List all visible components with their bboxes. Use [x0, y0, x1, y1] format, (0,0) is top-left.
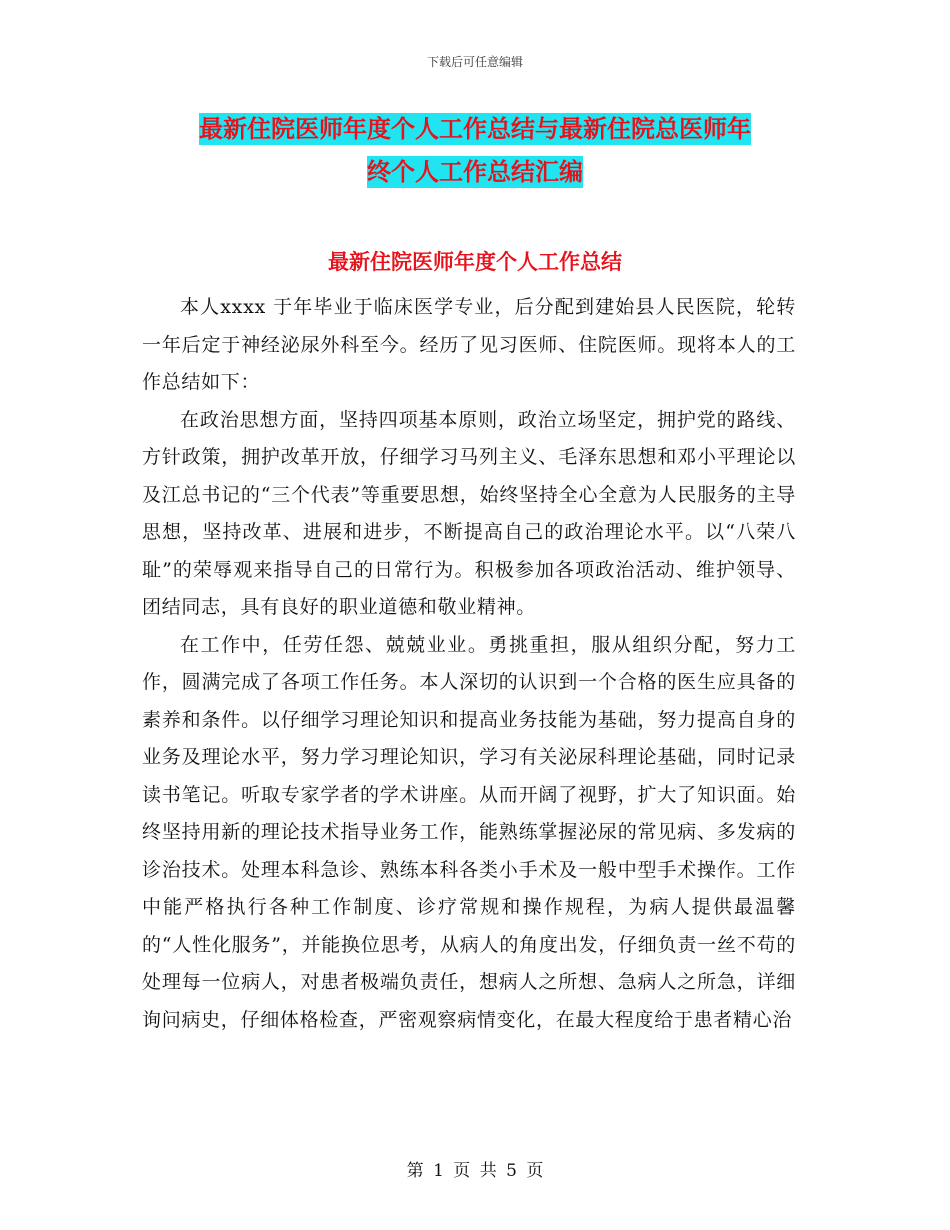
- paragraph-work: 在工作中，任劳任怨、兢兢业业。勇挑重担，服从组织分配，努力工作，圆满完成了各项工作任务。本人深切的认识到一个合格的医生应具备的素养和条件。以仔细学习理论知识和提高业务技能为基础，努力提高自身的业务及理论水平，努力学习理论知识，学习有关泌尿科理论基础，同时记录读书笔记。听取专家学者的学术讲座。从而开阔了视野，扩大了知识面。始终坚持用新的理论技术指导业务工作，能熟练掌握泌尿的常见病、多发病的诊治技术。处理本科急诊、熟练本科各类小手术及一般中型手术操作。工作中能严格执行各种工作制度、诊疗常规和操作规程，为病人提供最温馨的“人性化服务”，并能换位思考，从病人的角度出发，仔细负责一丝不苟的处理每一位病人，对患者极端负责任，想病人之所想、急病人之所急，详细询问病史，仔细体格检查，严密观察病情变化，在最大程度给于患者精心治: [142, 633, 796, 1031]
- document-title-line2: 终个人工作总结汇编: [367, 158, 583, 186]
- page-header-note: 下载后可任意编辑: [426, 55, 523, 69]
- page-number-footer: 第 1 页 共 5 页: [406, 1161, 544, 1181]
- paragraph-political: 在政治思想方面，坚持四项基本原则，政治立场坚定，拥护党的路线、方针政策，拥护改革开放，仔细学习马列主义、毛泽东思想和邓小平理论以及江总书记的“三个代表”等重要思想，始终坚持全心全意为人民服务的主导思想，坚持改革、进展和进步，不断提高自己的政治理论水平。以“八荣八耻”的荣辱观来指导自己的日常行为。积极参加各项政治活动、维护领导、团结同志，具有良好的职业道德和敬业精神。: [142, 408, 796, 618]
- paragraph-intro: 本人xxxx 于年毕业于临床医学专业，后分配到建始县人民医院，轮转一年后定于神经泌尿外科至今。经历了见习医师、住院医师。现将本人的工作总结如下：: [142, 296, 796, 393]
- section-title: 最新住院医师年度个人工作总结: [328, 250, 622, 274]
- document-title: [140, 108, 810, 194]
- document-body: [142, 289, 796, 1039]
- document-title-line1: 最新住院医师年度个人工作总结与最新住院总医师年: [199, 115, 751, 143]
